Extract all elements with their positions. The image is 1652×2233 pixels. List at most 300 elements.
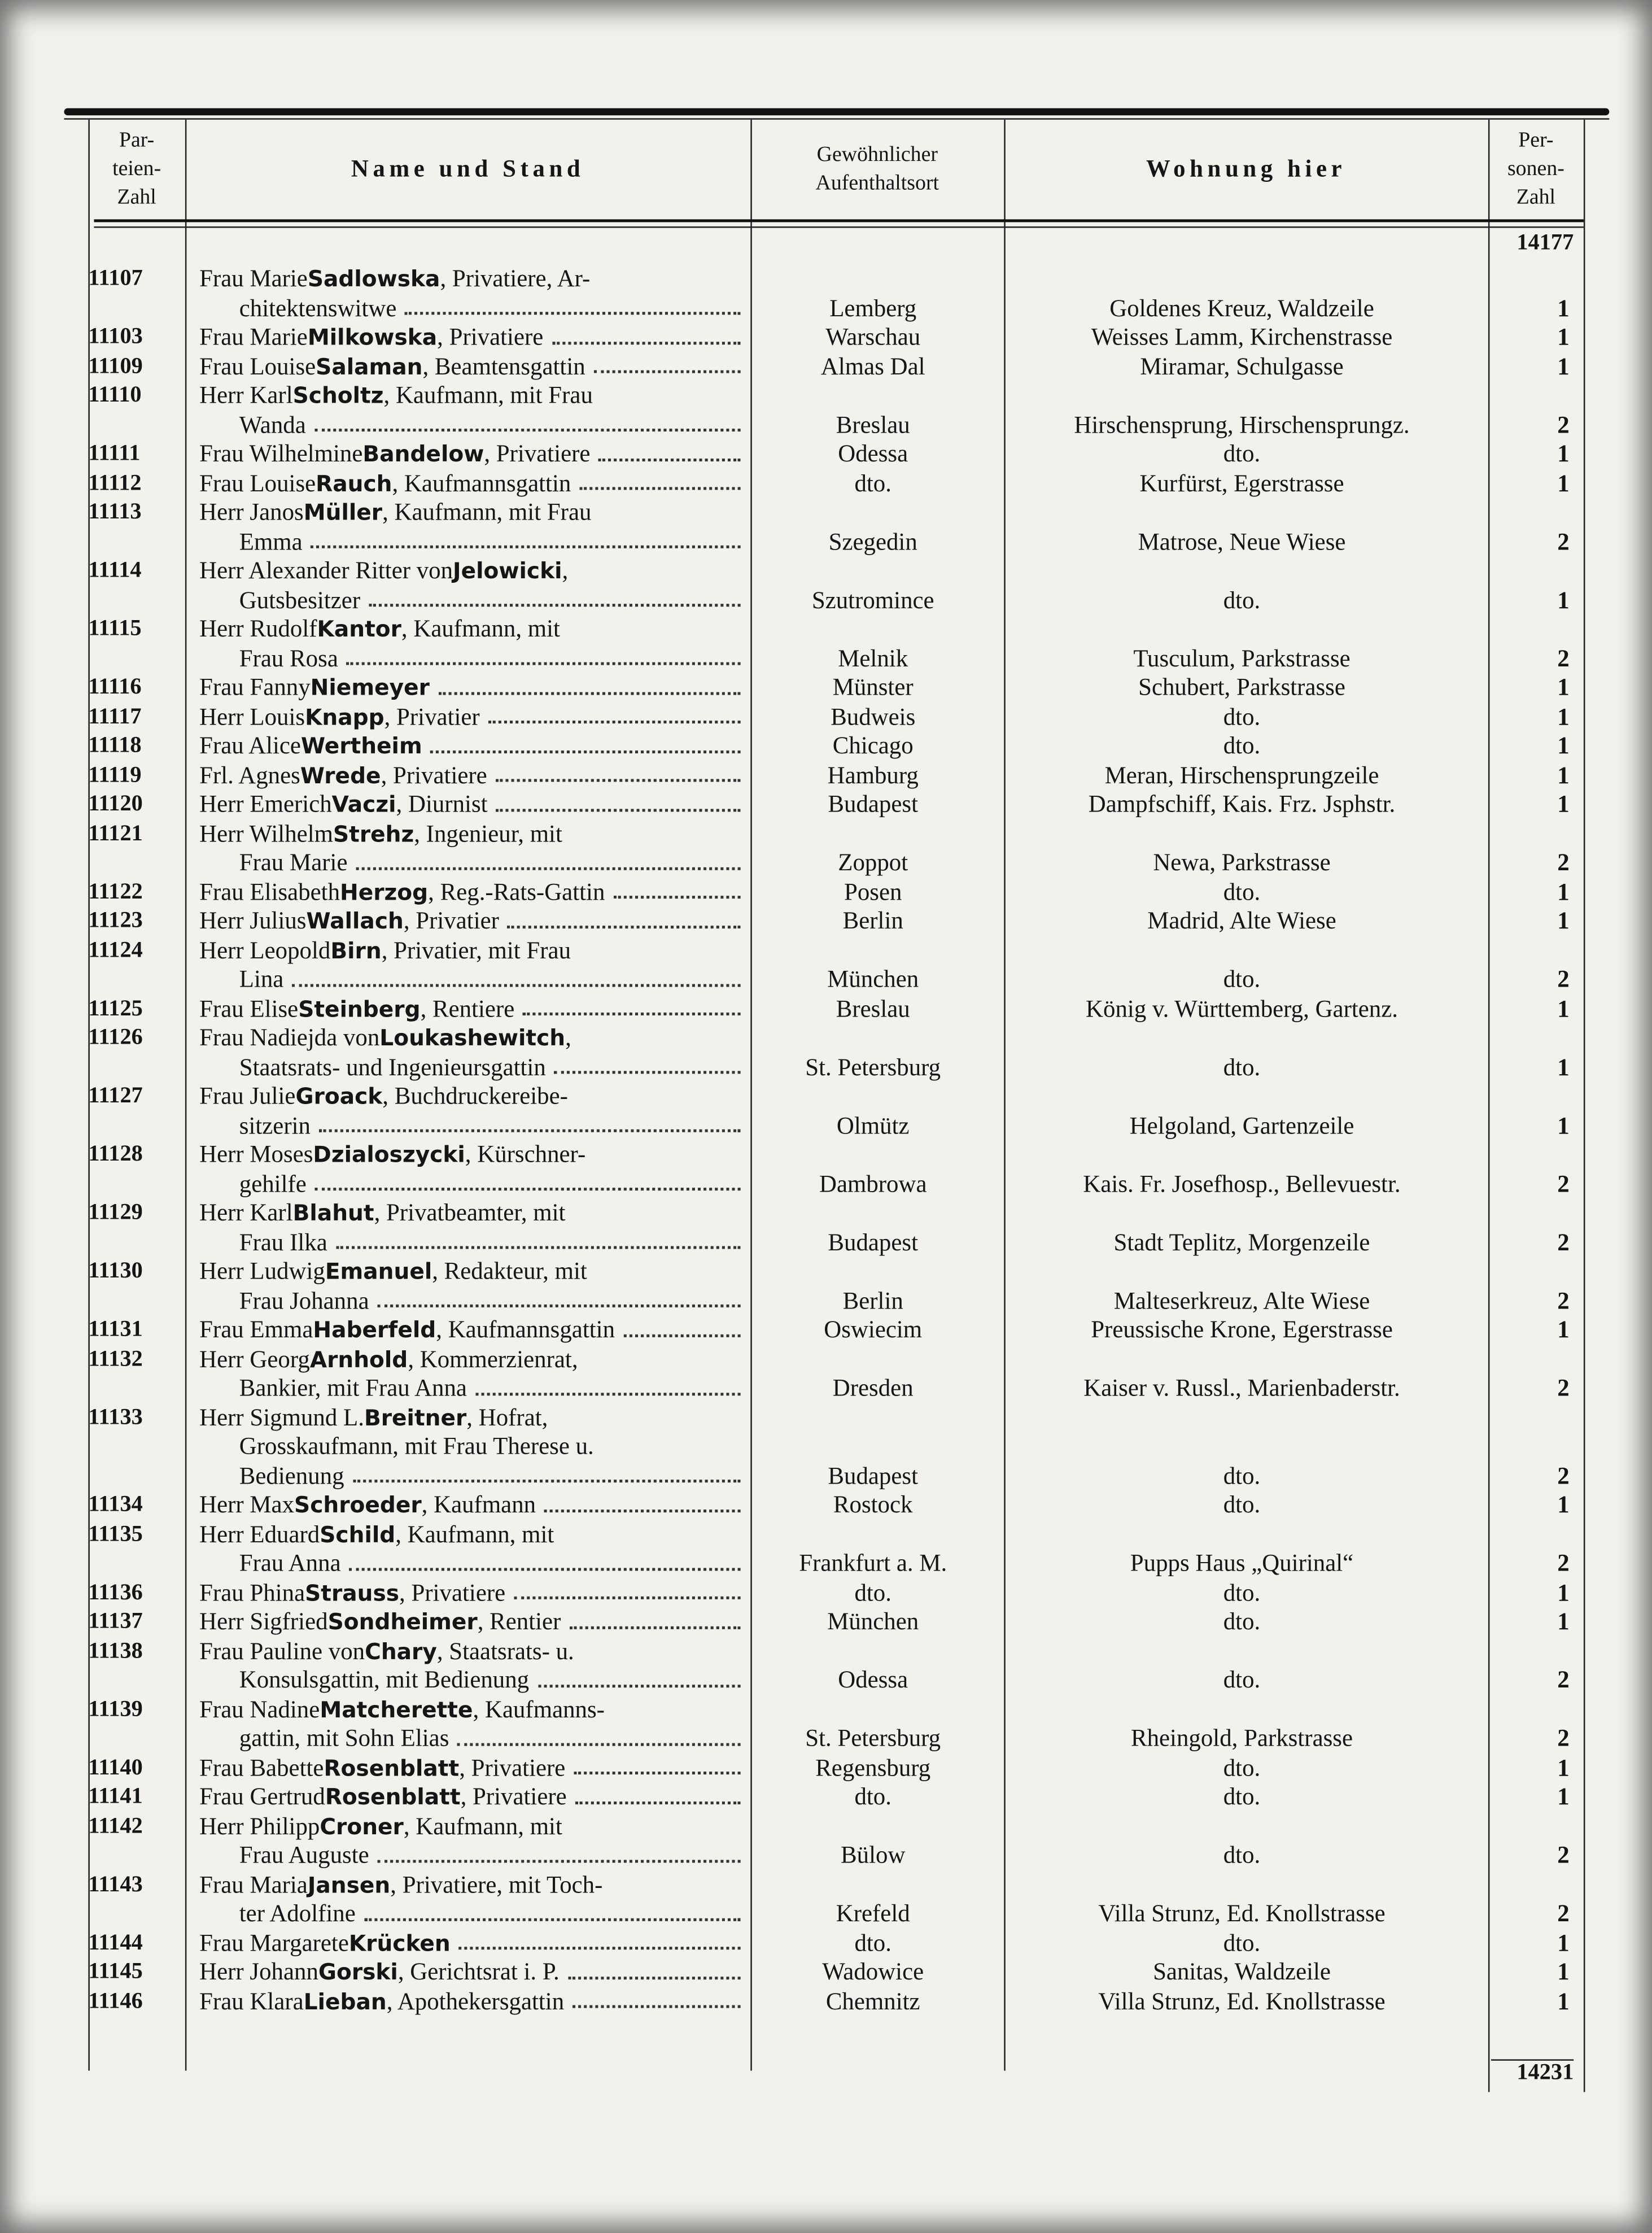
name-continuation: Frau Ilka [239, 1228, 327, 1255]
surname: Emanuel [325, 1259, 432, 1285]
party-number: 11143 [88, 1872, 143, 1896]
local-lodging [1000, 1024, 1484, 1082]
usual-residence [746, 1082, 1000, 1140]
party-number: 11124 [88, 937, 143, 962]
name-and-status [182, 703, 746, 732]
local-lodging [1000, 469, 1484, 499]
usual-residence [746, 1608, 1000, 1637]
header-rule [94, 219, 1583, 222]
lodging-text: dto. [1223, 1491, 1261, 1519]
name-and-status [182, 995, 746, 1024]
usual-residence [746, 1929, 1000, 1959]
lodging-text: dto. [1223, 1053, 1261, 1080]
person-count-text: 2 [1557, 411, 1570, 438]
local-lodging [1000, 732, 1484, 761]
place-text: Berlin [842, 907, 903, 935]
lodging-text: Schubert, Parkstrasse [1138, 673, 1345, 701]
name-suffix: , Redakteur, mit [432, 1257, 587, 1285]
person-count-text: 1 [1557, 761, 1570, 788]
local-lodging [1000, 1082, 1484, 1140]
table-row [88, 440, 1584, 469]
lodging-text: Newa, Parkstrasse [1153, 848, 1331, 876]
dot-leader [311, 527, 741, 548]
table-row [88, 1199, 1584, 1257]
place-text: Frankfurt a. M. [799, 1549, 947, 1577]
name-suffix: , Diurnist [396, 790, 488, 818]
name-prefix: Herr Wilhelm [199, 819, 333, 847]
name-and-status [182, 936, 746, 995]
local-lodging [1000, 1520, 1484, 1578]
local-lodging [1000, 1345, 1484, 1403]
name-continuation: Wanda [239, 411, 306, 438]
name-continuation: Emma [239, 527, 303, 555]
surname: Wertheim [300, 733, 422, 760]
dot-leader [349, 1550, 741, 1571]
table-row [88, 1258, 1584, 1316]
name-suffix: , Rentiere [420, 995, 515, 1022]
person-count-text: 1 [1557, 790, 1570, 818]
place-text: Lemberg [829, 294, 917, 321]
name-prefix: Herr Janos [199, 498, 304, 526]
name-and-status [182, 1491, 746, 1520]
dot-leader [544, 1491, 740, 1512]
person-count-text: 1 [1557, 1053, 1570, 1080]
party-number: 11122 [88, 879, 143, 904]
place-text: Rostock [833, 1491, 913, 1519]
party-number: 11121 [88, 821, 143, 845]
surname: Haberfeld [313, 1317, 436, 1343]
table-row [88, 1929, 1584, 1959]
person-count [1484, 1578, 1569, 1608]
lodging-text: Sanitas, Waldzeile [1153, 1958, 1331, 1986]
usual-residence [746, 761, 1000, 791]
name-prefix: Herr Sigfried [199, 1607, 328, 1635]
person-count [1484, 732, 1569, 761]
person-count [1484, 1812, 1569, 1870]
name-suffix: , Buchdruckereibe- [382, 1082, 568, 1110]
table-row [88, 323, 1584, 352]
place-text: Hamburg [827, 761, 919, 788]
name-suffix: , Beamtensgattin [422, 352, 585, 380]
name-prefix: Herr Karl [199, 1199, 293, 1227]
name-prefix: Herr Moses [199, 1140, 313, 1168]
lodging-text: Kaiser v. Russl., Marienbaderstr. [1083, 1374, 1400, 1402]
person-count [1484, 1403, 1569, 1491]
table-row [88, 469, 1584, 499]
dot-leader [508, 907, 741, 928]
name-continuation: Bedienung [239, 1462, 344, 1489]
dot-leader [378, 1842, 741, 1863]
place-text: dto. [854, 1578, 891, 1606]
surname: Croner [320, 1813, 404, 1839]
table-row [88, 936, 1584, 995]
lodging-text: dto. [1223, 1783, 1261, 1811]
table-row [88, 732, 1584, 761]
table-row [88, 878, 1584, 908]
dot-leader [496, 791, 741, 812]
dot-leader [353, 1462, 741, 1483]
place-text: Berlin [842, 1286, 903, 1314]
table-row [88, 557, 1584, 615]
surname: Rauch [316, 470, 392, 496]
lodging-text: Madrid, Alte Wiese [1147, 907, 1336, 935]
surname: Knapp [305, 704, 384, 730]
party-number: 11146 [88, 1988, 143, 2013]
lodging-text: Malteserkreuz, Alte Wiese [1113, 1286, 1370, 1314]
usual-residence [746, 1258, 1000, 1316]
name-prefix: Frau Louise [199, 469, 316, 496]
party-number: 11117 [88, 704, 142, 729]
usual-residence [746, 703, 1000, 732]
name-and-status [182, 1316, 746, 1345]
table-row [88, 1491, 1584, 1520]
table-row [88, 1024, 1584, 1082]
name-and-status [182, 1141, 746, 1199]
dot-leader [552, 323, 740, 344]
person-count [1484, 791, 1569, 820]
name-prefix: Herr Sigmund L. [199, 1403, 364, 1431]
local-lodging [1000, 499, 1484, 557]
name-suffix: , Kürschner- [465, 1140, 586, 1168]
name-and-status [182, 1754, 746, 1783]
dot-leader [364, 1900, 741, 1921]
person-count-text: 1 [1557, 673, 1570, 701]
party-number: 11144 [88, 1930, 143, 1955]
person-count [1484, 703, 1569, 732]
header-local-lodging: Wohnung hier [1146, 155, 1347, 182]
dot-leader [572, 1987, 740, 2008]
person-count-text: 1 [1557, 878, 1570, 905]
place-text: Chicago [832, 732, 914, 760]
person-count-text: 1 [1557, 1929, 1570, 1956]
table-row [88, 1403, 1584, 1491]
name-prefix: Frau Elise [199, 995, 299, 1022]
dot-leader [314, 411, 741, 432]
person-count [1484, 615, 1569, 673]
usual-residence [746, 499, 1000, 557]
place-text: Szutromince [811, 586, 934, 613]
place-text: Posen [844, 878, 902, 905]
local-lodging [1000, 1578, 1484, 1608]
usual-residence [746, 1316, 1000, 1345]
party-number: 11133 [88, 1405, 143, 1429]
usual-residence [746, 1141, 1000, 1199]
surname: Steinberg [298, 996, 421, 1022]
usual-residence [746, 352, 1000, 382]
lodging-text: Preussische Krone, Egerstrasse [1091, 1316, 1393, 1343]
usual-residence [746, 819, 1000, 878]
person-count-text: 1 [1557, 995, 1570, 1022]
surname: Loukashewitch [379, 1025, 566, 1052]
name-and-status [182, 1695, 746, 1754]
person-count-text: 2 [1557, 1170, 1570, 1197]
name-and-status [182, 761, 746, 791]
lodging-text: dto. [1223, 1841, 1261, 1869]
lodging-text: Stadt Teplitz, Morgenzeile [1113, 1228, 1370, 1255]
person-count-text: 2 [1557, 848, 1570, 876]
name-and-status [182, 878, 746, 908]
person-count-text: 1 [1557, 1111, 1570, 1139]
dot-leader [554, 1053, 741, 1074]
place-text: Odessa [838, 440, 908, 468]
dot-leader [438, 674, 741, 695]
surname: Birn [330, 937, 382, 963]
table-row [88, 791, 1584, 820]
usual-residence [746, 1754, 1000, 1783]
lodging-text: Hirschensprung, Hirschensprungz. [1074, 411, 1410, 438]
lodging-text: Matrose, Neue Wiese [1138, 527, 1346, 555]
surname: Krücken [348, 1930, 451, 1956]
name-and-status [182, 323, 746, 352]
person-count-text: 1 [1557, 469, 1570, 496]
name-prefix: Herr Johann [199, 1958, 318, 1986]
person-count [1484, 1491, 1569, 1520]
person-count [1484, 761, 1569, 791]
name-prefix: Frau Marie [199, 323, 308, 351]
place-text: St. Petersburg [805, 1724, 941, 1752]
place-text: Dresden [832, 1374, 914, 1402]
usual-residence [746, 878, 1000, 908]
name-prefix: Frau Fanny [199, 673, 311, 701]
table-row [88, 1316, 1584, 1345]
lodging-text: Tusculum, Parkstrasse [1133, 644, 1351, 671]
dot-leader [431, 732, 741, 753]
surname: Lieban [303, 1988, 387, 2014]
name-suffix: , Kaufmannsgattin [392, 469, 571, 496]
lodging-text: dto. [1223, 703, 1261, 730]
usual-residence [746, 995, 1000, 1024]
surname: Breitner [364, 1405, 467, 1431]
dot-leader [319, 1111, 741, 1132]
person-count [1484, 1258, 1569, 1316]
usual-residence [746, 1783, 1000, 1812]
name-and-status [182, 1258, 746, 1316]
place-text: Warschau [825, 323, 921, 351]
local-lodging [1000, 819, 1484, 878]
name-prefix: Frau Gertrud [199, 1783, 325, 1811]
place-text: Budapest [828, 1228, 919, 1255]
lodging-text: dto. [1223, 440, 1261, 468]
usual-residence [746, 557, 1000, 615]
dot-leader [405, 294, 741, 315]
usual-residence [746, 1491, 1000, 1520]
place-text: Chemnitz [825, 1987, 920, 2014]
name-and-status [182, 907, 746, 936]
local-lodging [1000, 907, 1484, 936]
usual-residence [746, 936, 1000, 995]
party-number: 11119 [88, 762, 142, 787]
dot-leader [568, 1958, 741, 1979]
name-continuation: Frau Auguste [239, 1841, 369, 1869]
person-count-text: 1 [1557, 1607, 1570, 1635]
person-count [1484, 1082, 1569, 1140]
header-usual-residence: Gewöhnlicher Aufenthaltsort [815, 143, 939, 195]
name-and-status [182, 352, 746, 382]
name-continuation: Grosskaufmann, mit Frau Therese u. [239, 1432, 594, 1460]
dot-leader [574, 1754, 740, 1774]
party-number: 11116 [88, 675, 142, 700]
dot-leader [475, 1374, 741, 1395]
dot-leader [623, 1316, 740, 1337]
name-continuation: ter Adolfine [239, 1899, 356, 1927]
lodging-text: Pupps Haus „Quirinal“ [1130, 1549, 1354, 1577]
name-and-status [182, 1608, 746, 1637]
person-count [1484, 936, 1569, 995]
name-prefix: Herr Emerich [199, 790, 332, 818]
top-rule-thin [64, 118, 1610, 120]
person-count-text: 2 [1557, 1841, 1570, 1869]
lodging-text: König v. Württemberg, Gartenz. [1086, 995, 1398, 1022]
usual-residence [746, 907, 1000, 936]
name-and-status [182, 791, 746, 820]
place-text: Dambrowa [819, 1170, 927, 1197]
name-suffix: , Staatsrats- u. [436, 1637, 574, 1664]
surname: Schroeder [294, 1492, 422, 1519]
name-prefix: Herr Philipp [199, 1812, 320, 1839]
party-number: 11109 [88, 354, 143, 378]
local-lodging [1000, 1695, 1484, 1754]
party-number: 11112 [88, 470, 142, 495]
party-number: 11123 [88, 908, 143, 933]
surname: Rosenblatt [324, 1755, 460, 1781]
name-prefix: Herr Eduard [199, 1520, 320, 1547]
lodging-text: Rheingold, Parkstrasse [1130, 1724, 1353, 1752]
place-text: München [827, 965, 919, 993]
place-text: St. Petersburg [805, 1053, 941, 1080]
usual-residence [746, 382, 1000, 440]
usual-residence [746, 1520, 1000, 1578]
name-continuation: Frau Anna [239, 1549, 341, 1577]
usual-residence [746, 1812, 1000, 1870]
name-suffix: , Privatier [384, 703, 480, 730]
place-text: Bülow [841, 1841, 906, 1869]
lodging-text: dto. [1223, 1754, 1261, 1781]
name-suffix: , Kaufmann, mit Frau [383, 381, 593, 409]
carried-total: 14177 [1516, 230, 1574, 255]
person-count-text: 1 [1557, 1783, 1570, 1811]
name-and-status [182, 265, 746, 323]
lodging-text: Meran, Hirschensprungzeile [1104, 761, 1379, 788]
person-count [1484, 1199, 1569, 1257]
usual-residence [746, 440, 1000, 469]
usual-residence [746, 469, 1000, 499]
name-suffix: , Kaufmann, mit Frau [382, 498, 592, 526]
name-suffix: , Apothekersgattin [386, 1987, 565, 2014]
person-count-text: 2 [1557, 1374, 1570, 1402]
usual-residence [746, 1199, 1000, 1257]
surname: Jelowicki [453, 558, 562, 584]
place-text: Regensburg [815, 1754, 931, 1781]
usual-residence [746, 1987, 1000, 2017]
name-prefix: Herr Ludwig [199, 1257, 325, 1285]
party-number: 11125 [88, 996, 143, 1020]
lodging-text: Goldenes Kreuz, Waldzeile [1109, 294, 1374, 321]
surname: Groack [295, 1084, 383, 1110]
person-count [1484, 1695, 1569, 1754]
person-count-text: 2 [1557, 644, 1570, 671]
name-prefix: Frau Wilhelmine [199, 440, 363, 468]
local-lodging [1000, 936, 1484, 995]
name-and-status [182, 382, 746, 440]
name-and-status [182, 1199, 746, 1257]
name-suffix: , Privatiere [399, 1578, 506, 1606]
dot-leader [579, 469, 740, 490]
party-number: 11142 [88, 1813, 143, 1838]
dot-leader [514, 1578, 740, 1599]
surname: Arnhold [309, 1346, 408, 1372]
name-suffix: , Privatiere [484, 440, 591, 468]
usual-residence [746, 615, 1000, 673]
place-text: Budapest [828, 1462, 919, 1489]
person-count-text: 1 [1557, 1987, 1570, 2014]
party-number: 11134 [88, 1492, 143, 1517]
local-lodging [1000, 440, 1484, 469]
party-number: 11107 [88, 266, 143, 291]
usual-residence [746, 674, 1000, 703]
local-lodging [1000, 1258, 1484, 1316]
usual-residence [746, 791, 1000, 820]
surname: Strauss [305, 1580, 400, 1606]
header-person-count: Per- sonen- Zahl [1507, 129, 1564, 210]
table-row [88, 1578, 1584, 1608]
person-count-text: 1 [1557, 1491, 1570, 1519]
local-lodging [1000, 995, 1484, 1024]
lodging-text: Villa Strunz, Ed. Knollstrasse [1098, 1987, 1386, 2014]
party-number: 11118 [88, 733, 142, 758]
local-lodging [1000, 1987, 1484, 2017]
person-count-text: 2 [1557, 1666, 1570, 1694]
table-row [88, 1754, 1584, 1783]
dot-leader [537, 1666, 740, 1687]
person-count [1484, 819, 1569, 878]
party-number: 11114 [88, 558, 142, 583]
name-and-status [182, 499, 746, 557]
table-row [88, 1783, 1584, 1812]
name-and-status [182, 1812, 746, 1870]
name-suffix: , Kaufmann, mit [401, 615, 560, 643]
name-and-status [182, 732, 746, 761]
lodging-text: dto. [1223, 878, 1261, 905]
name-continuation: gehilfe [239, 1170, 307, 1197]
local-lodging [1000, 1141, 1484, 1199]
name-continuation: gattin, mit Sohn Elias [239, 1724, 449, 1752]
local-lodging [1000, 1491, 1484, 1520]
local-lodging [1000, 791, 1484, 820]
name-suffix: , Privatier, mit Frau [381, 936, 571, 963]
name-and-status [182, 1929, 746, 1959]
person-count [1484, 1987, 1569, 2017]
local-lodging [1000, 265, 1484, 323]
table-row [88, 995, 1584, 1024]
surname: Jansen [307, 1872, 391, 1898]
place-text: Melnik [838, 644, 908, 671]
place-text: Odessa [838, 1666, 908, 1694]
dot-leader [378, 1286, 741, 1307]
place-text: Oswiecim [824, 1316, 923, 1343]
name-and-status [182, 1578, 746, 1608]
dot-leader [570, 1608, 741, 1629]
person-count [1484, 1929, 1569, 1959]
name-prefix: Frau Elisabeth [199, 878, 340, 905]
person-count-text: 2 [1557, 527, 1570, 555]
surname: Gorski [318, 1959, 398, 1986]
local-lodging [1000, 878, 1484, 908]
name-suffix: , Hofrat, [466, 1403, 548, 1431]
dot-leader [594, 352, 741, 373]
name-continuation: Frau Marie [239, 848, 348, 876]
name-and-status [182, 469, 746, 499]
party-number: 11145 [88, 1959, 143, 1984]
